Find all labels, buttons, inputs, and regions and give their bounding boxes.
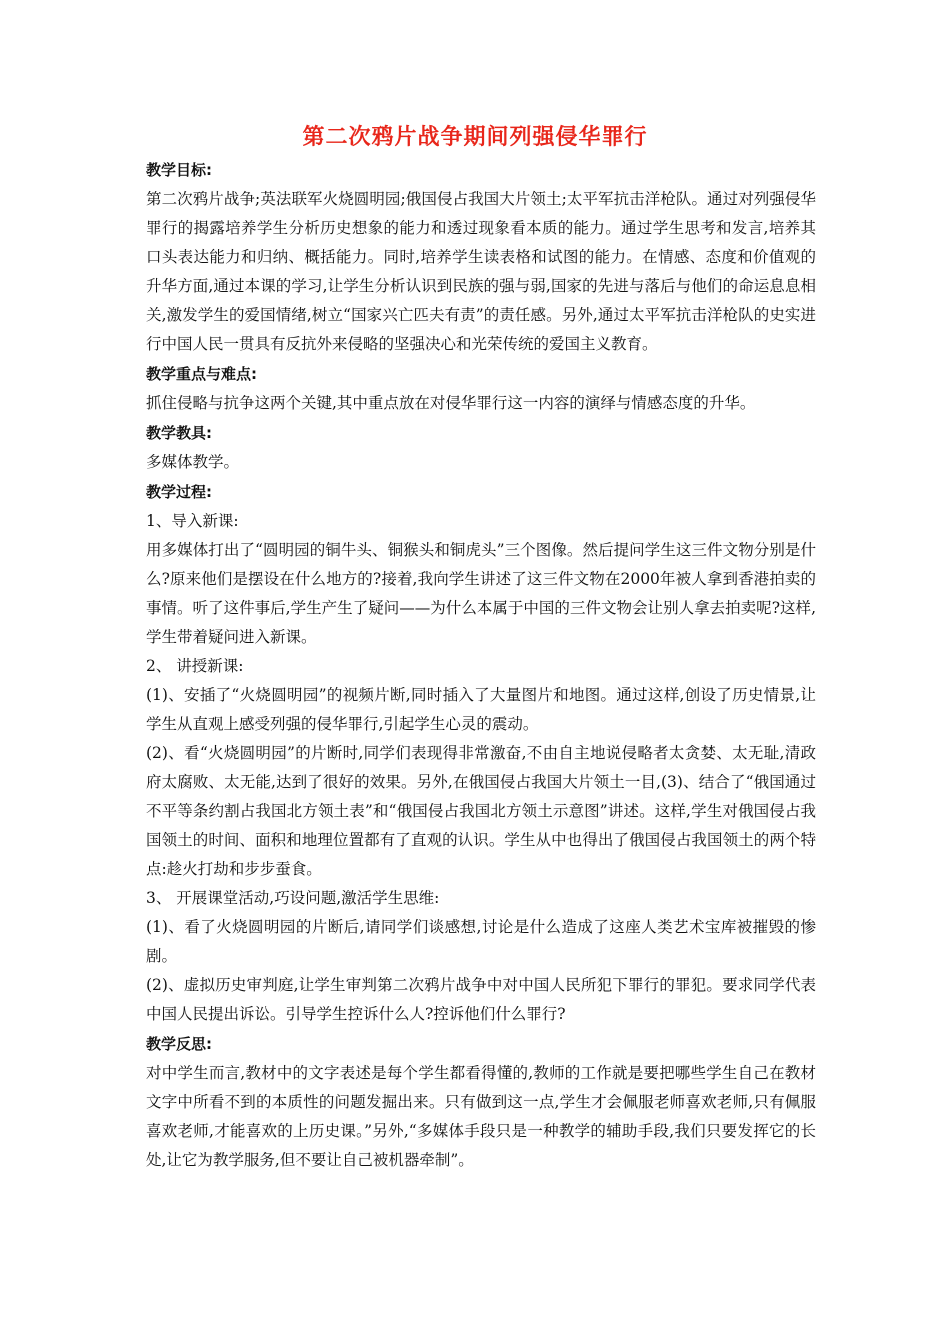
- step1-title: 1、导入新课:: [146, 512, 239, 530]
- tools-heading: 教学教具:: [146, 424, 212, 442]
- step2-item2: (2)、看“火烧圆明园”的片断时,同学们表现得非常激奋,不由自主地说侵略者太贪婪、太无耻,清政府太腐败、太无能,达到了很好的效果。另外,在俄国侵占我国大片领土一目,(3)、结合了“俄国通过不平等条约割占我国北方领土表”和“俄国侵占我国北方领土示意图”讲述。这样,学生对俄国侵占我国领土的时间、面积和地理位置都有了直观的认识。学生从中也得出了俄国侵占我国领土的两个特点:趁火打劫和步步蚕食。: [146, 744, 816, 878]
- process-heading: 教学过程:: [146, 483, 212, 501]
- step3-title: 3、 开展课堂活动,巧设问题,激活学生思维:: [146, 889, 440, 907]
- key-points-text: 抓住侵略与抗争这两个关键,其中重点放在对侵华罪行这一内容的演绎与情感态度的升华。: [146, 394, 756, 412]
- step1-text: 用多媒体打出了“圆明园的铜牛头、铜猴头和铜虎头”三个图像。然后提问学生这三件文物分别是什么?原来他们是摆设在什么地方的?接着,我向学生讲述了这三件文物在2000年被人拿到香港拍卖的事情。听了这件事后,学生产生了疑问——为什么本属于中国的三件文物会让别人拿去拍卖呢?这样,学生带着疑问进入新课。: [146, 541, 816, 646]
- reflection-heading: 教学反思:: [146, 1035, 212, 1053]
- step2-title: 2、 讲授新课:: [146, 657, 244, 675]
- objectives-text: 第二次鸦片战争;英法联军火烧圆明园;俄国侵占我国大片领土;太平军抗击洋枪队。通过对列强侵华罪行的揭露培养学生分析历史想象的能力和透过现象看本质的能力。通过学生思考和发言,培养其口头表达能力和归纳、概括能力。同时,培养学生读表格和试图的能力。在情感、态度和价值观的升华方面,通过本课的学习,让学生分析认识到民族的强与弱,国家的先进与落后与他们的命运息息相关,激发学生的爱国情绪,树立“国家兴亡匹夫有责”的责任感。另外,通过太平军抗击洋枪队的史实进行中国人民一贯具有反抗外来侵略的坚强决心和光荣传统的爱国主义教育。: [146, 190, 816, 353]
- step3-item2: (2)、虚拟历史审判庭,让学生审判第二次鸦片战争中对中国人民所犯下罪行的罪犯。要求同学代表中国人民提出诉讼。引导学生控诉什么人?控诉他们什么罪行?: [146, 976, 816, 1023]
- key-points-heading: 教学重点与难点:: [146, 365, 257, 383]
- document-body: [146, 155, 816, 1175]
- reflection-text: 对中学生而言,教材中的文字表述是每个学生都看得懂的,教师的工作就是要把哪些学生自己在教材文字中所看不到的本质性的问题发掘出来。只有做到这一点,学生才会佩服老师喜欢老师,只有佩服喜欢老师,才能喜欢的上历史课。”另外,“多媒体手段只是一种教学的辅助手段,我们只要发挥它的长处,让它为教学服务,但不要让自己被机器牵制”。: [146, 1064, 816, 1169]
- tools-text: 多媒体教学。: [146, 453, 240, 471]
- objectives-heading: 教学目标:: [146, 161, 212, 179]
- document-title: 第二次鸦片战争期间列强侵华罪行: [302, 125, 648, 150]
- step2-item1: (1)、安插了“火烧圆明园”的视频片断,同时插入了大量图片和地图。通过这样,创设了历史情景,让学生从直观上感受列强的侵华罪行,引起学生心灵的震动。: [146, 686, 816, 733]
- step3-item1: (1)、看了火烧圆明园的片断后,请同学们谈感想,讨论是什么造成了这座人类艺术宝库被摧毁的惨剧。: [146, 918, 816, 965]
